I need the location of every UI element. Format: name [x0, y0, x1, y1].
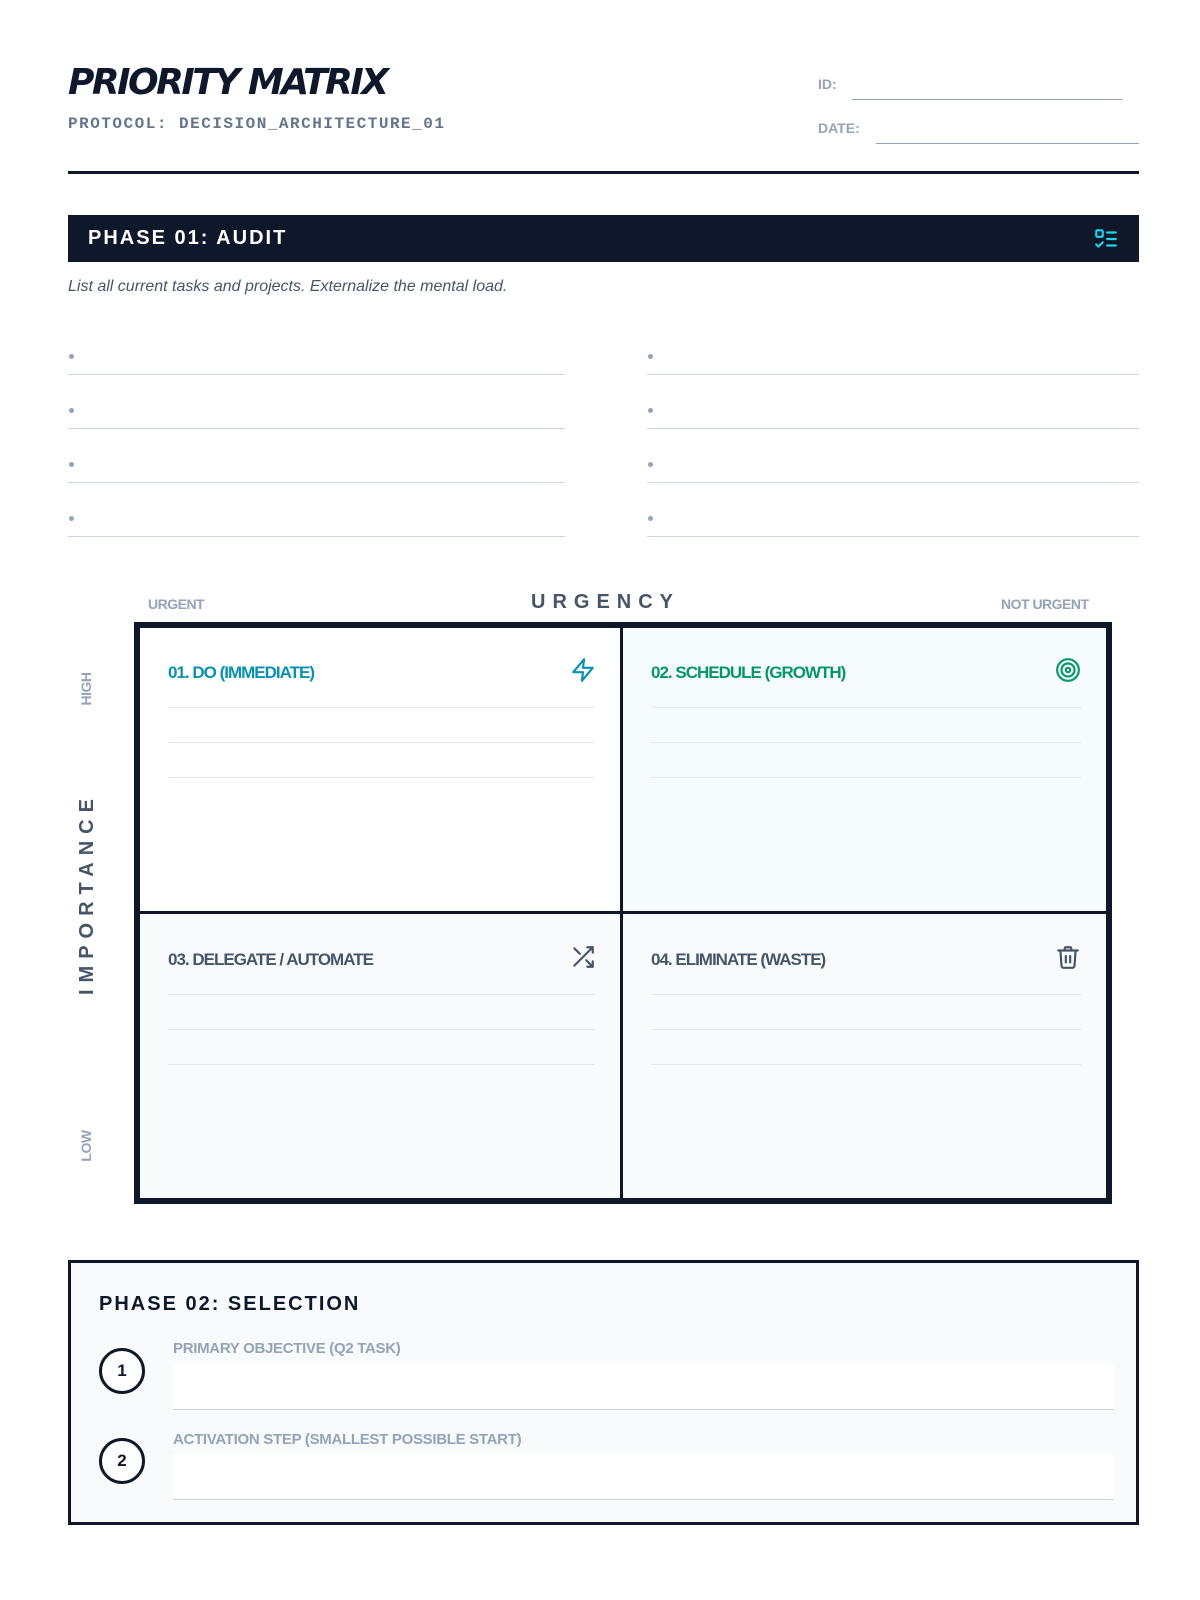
- audit-bullet: [69, 408, 74, 413]
- trash-icon: [1055, 944, 1081, 970]
- audit-bullet: [69, 516, 74, 521]
- activation-step-field[interactable]: [173, 1454, 1113, 1500]
- quadrant-schedule-line[interactable]: [651, 742, 1081, 743]
- quadrant-delegate[interactable]: [140, 914, 620, 1198]
- phase-01-instructions: List all current tasks and projects. Externalize the mental load.: [68, 278, 508, 295]
- audit-task-line[interactable]: [647, 428, 1139, 429]
- audit-task-line[interactable]: [68, 482, 565, 483]
- urgent-label: URGENT: [148, 596, 205, 612]
- high-label: HIGH: [78, 672, 94, 706]
- checklist-icon: [1093, 226, 1119, 252]
- quadrant-do-title: 01. DO (IMMEDIATE): [168, 663, 315, 682]
- audit-bullet: [69, 462, 74, 467]
- audit-task-line[interactable]: [647, 482, 1139, 483]
- audit-task-line[interactable]: [68, 536, 565, 537]
- step-2-badge: 2: [99, 1438, 145, 1484]
- protocol-label: PROTOCOL: DECISION_ARCHITECTURE_01: [68, 115, 446, 133]
- phase-02-title: PHASE 02: SELECTION: [99, 1293, 361, 1315]
- quadrant-schedule-line[interactable]: [651, 777, 1081, 778]
- date-field[interactable]: [876, 143, 1139, 144]
- id-field[interactable]: [852, 99, 1122, 100]
- urgency-axis-title: URGENCY: [531, 591, 681, 613]
- phase-01-header: [68, 215, 1139, 262]
- activation-step-label: ACTIVATION STEP (SMALLEST POSSIBLE START): [173, 1431, 522, 1448]
- id-label: ID:: [818, 76, 837, 92]
- quadrant-schedule-line[interactable]: [651, 707, 1081, 708]
- header-divider: [68, 171, 1139, 174]
- audit-task-line[interactable]: [647, 374, 1139, 375]
- quadrant-delegate-title: 03. DELEGATE / AUTOMATE: [168, 950, 373, 969]
- target-icon: [1055, 657, 1081, 683]
- quadrant-eliminate-title: 04. ELIMINATE (WASTE): [651, 950, 826, 969]
- quadrant-eliminate-line[interactable]: [651, 994, 1081, 995]
- page-title: PRIORITY MATRIX: [68, 62, 387, 103]
- quadrant-do-line[interactable]: [168, 742, 595, 743]
- priority-matrix: [134, 622, 1112, 1204]
- quadrant-schedule-title: 02. SCHEDULE (GROWTH): [651, 663, 846, 682]
- not-urgent-label: NOT URGENT: [1001, 596, 1089, 612]
- primary-objective-field[interactable]: [173, 1364, 1113, 1410]
- low-label: LOW: [78, 1130, 94, 1162]
- audit-bullet: [69, 354, 74, 359]
- quadrant-do-line[interactable]: [168, 707, 595, 708]
- audit-task-line[interactable]: [68, 428, 565, 429]
- audit-bullet: [648, 408, 653, 413]
- quadrant-eliminate-line[interactable]: [651, 1029, 1081, 1030]
- step-1-badge: 1: [99, 1348, 145, 1394]
- primary-objective-label: PRIMARY OBJECTIVE (Q2 TASK): [173, 1340, 401, 1357]
- phase-02-selection: [68, 1260, 1139, 1525]
- shuffle-icon: [570, 944, 596, 970]
- quadrant-schedule[interactable]: [623, 628, 1106, 911]
- matrix-horizontal-divider: [140, 911, 1106, 914]
- audit-task-line[interactable]: [68, 374, 565, 375]
- importance-axis-title: IMPORTANCE: [76, 792, 98, 995]
- phase-01-title: PHASE 01: AUDIT: [88, 227, 288, 249]
- date-label: DATE:: [818, 120, 860, 136]
- audit-bullet: [648, 354, 653, 359]
- audit-bullet: [648, 516, 653, 521]
- audit-task-line[interactable]: [647, 536, 1139, 537]
- quadrant-do-line[interactable]: [168, 777, 595, 778]
- quadrant-do[interactable]: [140, 628, 620, 911]
- quadrant-eliminate[interactable]: [623, 914, 1106, 1198]
- quadrant-eliminate-line[interactable]: [651, 1064, 1081, 1065]
- audit-bullet: [648, 462, 653, 467]
- lightning-icon: [570, 657, 596, 683]
- quadrant-delegate-line[interactable]: [168, 994, 595, 995]
- quadrant-delegate-line[interactable]: [168, 1029, 595, 1030]
- quadrant-delegate-line[interactable]: [168, 1064, 595, 1065]
